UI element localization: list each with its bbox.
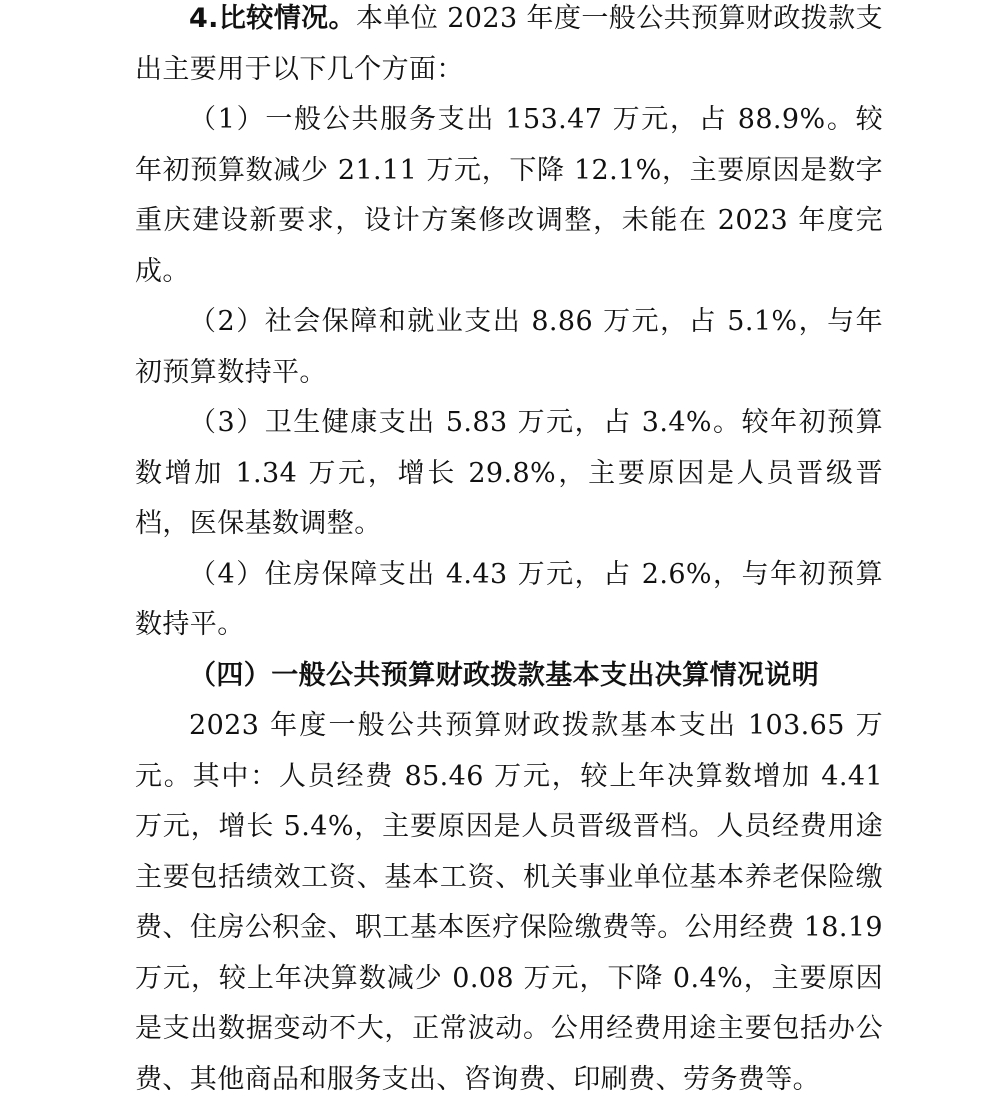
paragraph-lead-bold: 4.比较情况。 xyxy=(189,3,356,34)
paragraph-comparison-intro xyxy=(135,0,883,95)
paragraph-item-4: （4）住房保障支出 4.43 万元，占 2.6%，与年初预算数持平。 xyxy=(135,558,883,640)
paragraph-intro-text: 本单位 2023 年度一般公共预算财政拨款支出主要用于以下几个方面： xyxy=(135,3,883,85)
paragraph-item-1: （1）一般公共服务支出 153.47 万元，占 88.9%。较年初预算数减少 21.11 万元，下降 12.1%，主要原因是数字重庆建设新要求，设计方案修改调整，未能在 2023 年度完成。 xyxy=(135,104,883,287)
section-heading: （四）一般公共预算财政拨款基本支出决算情况说明 xyxy=(189,659,820,691)
paragraph-item-2: （2）社会保障和就业支出 8.86 万元，占 5.1%，与年初预算数持平。 xyxy=(135,306,883,388)
document-page xyxy=(135,0,883,1105)
paragraph-basic-expenditure: 2023 年度一般公共预算财政拨款基本支出 103.65 万元。其中：人员经费 85.46 万元，较上年决算数增加 4.41 万元，增长 5.4%，主要原因是人员晋级晋档。人员经费用途主要包括绩效工资、基本工资、机关事业单位基本养老保险缴费、住房公积金、职工基本医疗保险缴费等。公用经费 18.19 万元，较上年决算数减少 0.08 万元，下降 0.4%，主要原因是支出数据变动不大，正常波动。公用经费用途主要包括办公费、其他商品和服务支出、咨询费、印刷费、劳务费等。 xyxy=(135,710,883,1095)
paragraph-item-3: （3）卫生健康支出 5.83 万元，占 3.4%。较年初预算数增加 1.34 万元，增长 29.8%，主要原因是人员晋级晋档，医保基数调整。 xyxy=(135,407,883,539)
